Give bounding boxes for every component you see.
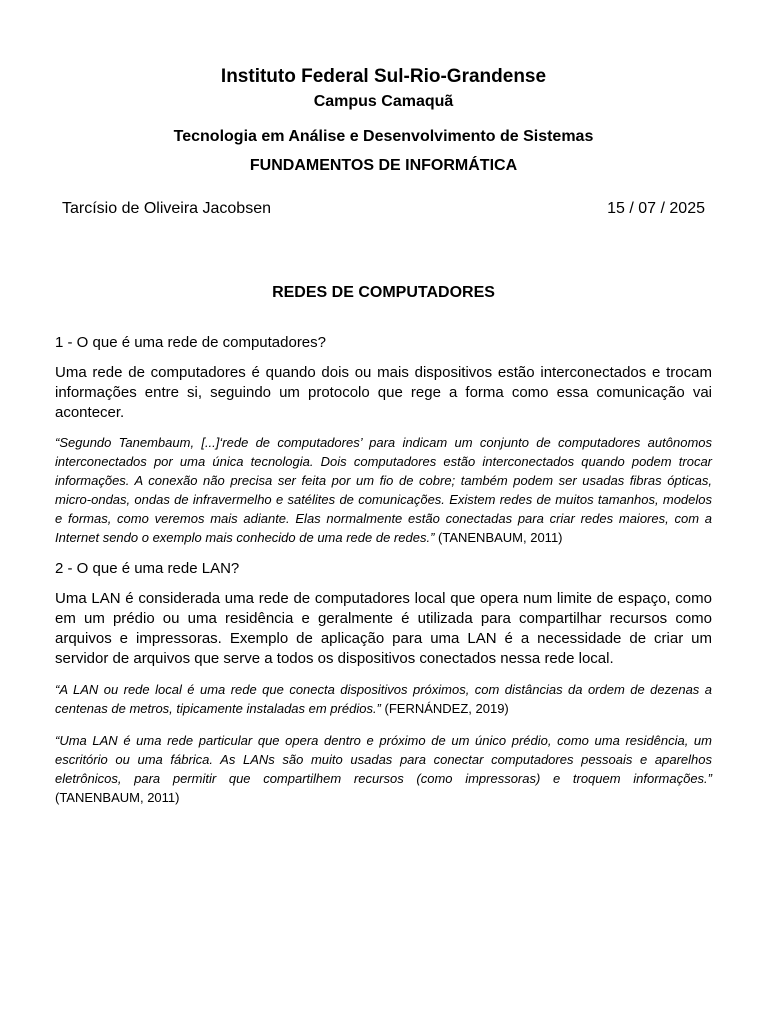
question-2: 2 - O que é uma rede LAN? [55, 560, 240, 577]
quote-1-citation: (TANENBAUM, 2011) [434, 530, 563, 545]
quote-1-text: “Segundo Tanembaum, [...]‘rede de computadores’ para indicam um conjunto de computadores autônomos interconectados por uma única tecnologia. Dois computadores estão interconectados quando podem trocar informações. A conexão não precisa ser feita por um fio de cobre; também podem ser usadas fibras ópticas, micro-ondas, ondas de infravermelho e satélites de comunicações. Existem redes de muitos tamanhos, modelos e formas, como veremos mais adiante. Elas normalmente estão conectadas para criar redes maiores, com a Internet sendo o exemplo mais conhecido de uma rede de redes.” [55, 435, 712, 545]
question-1: 1 - O que é uma rede de computadores? [55, 334, 326, 351]
quote-3 [55, 731, 712, 807]
course-name: Tecnologia em Análise e Desenvolvimento de Sistemas [173, 128, 594, 145]
document-date: 15 / 07 / 2025 [607, 200, 705, 217]
institute-name: Instituto Federal Sul-Rio-Grandense [220, 66, 547, 87]
quote-2-text: “A LAN ou rede local é uma rede que conecta dispositivos próximos, com distâncias da ordem de dezenas a centenas de metros, tipicamente instaladas em prédios.” [55, 682, 712, 716]
author-name: Tarcísio de Oliveira Jacobsen [62, 200, 271, 217]
quote-2-citation: (FERNÁNDEZ, 2019) [380, 701, 509, 716]
quote-2 [55, 680, 712, 718]
document-title: REDES DE COMPUTADORES [272, 284, 495, 301]
quote-1 [55, 433, 712, 547]
answer-1: Uma rede de computadores é quando dois ou mais dispositivos estão interconectados e trocam informações entre si, seguindo um protocolo que rege a forma como essa comunicação vai acontecer. [55, 364, 712, 421]
quote-3-text: “Uma LAN é uma rede particular que opera dentro e próximo de um único prédio, como uma residência, um escritório ou uma fábrica. As LANs são muito usadas para conectar computadores pessoais e aparelhos eletrônicos, para permitir que compartilhem recursos (como impressoras) e troquem informações.” [55, 733, 712, 786]
subject-name: FUNDAMENTOS DE INFORMÁTICA [249, 157, 518, 174]
answer-2: Uma LAN é considerada uma rede de computadores local que opera num limite de espaço, como em um prédio ou uma residência e geralmente é utilizada para compartilhar recursos como arquivos e impressoras. Exemplo de aplicação para uma LAN é a necessidade de criar um servidor de arquivos que serve a todos os dispositivos conectados nessa rede local. [55, 590, 712, 667]
quote-3-citation: (TANENBAUM, 2011) [55, 790, 180, 805]
campus-name: Campus Camaquã [313, 93, 454, 110]
author-date-row [62, 199, 705, 219]
